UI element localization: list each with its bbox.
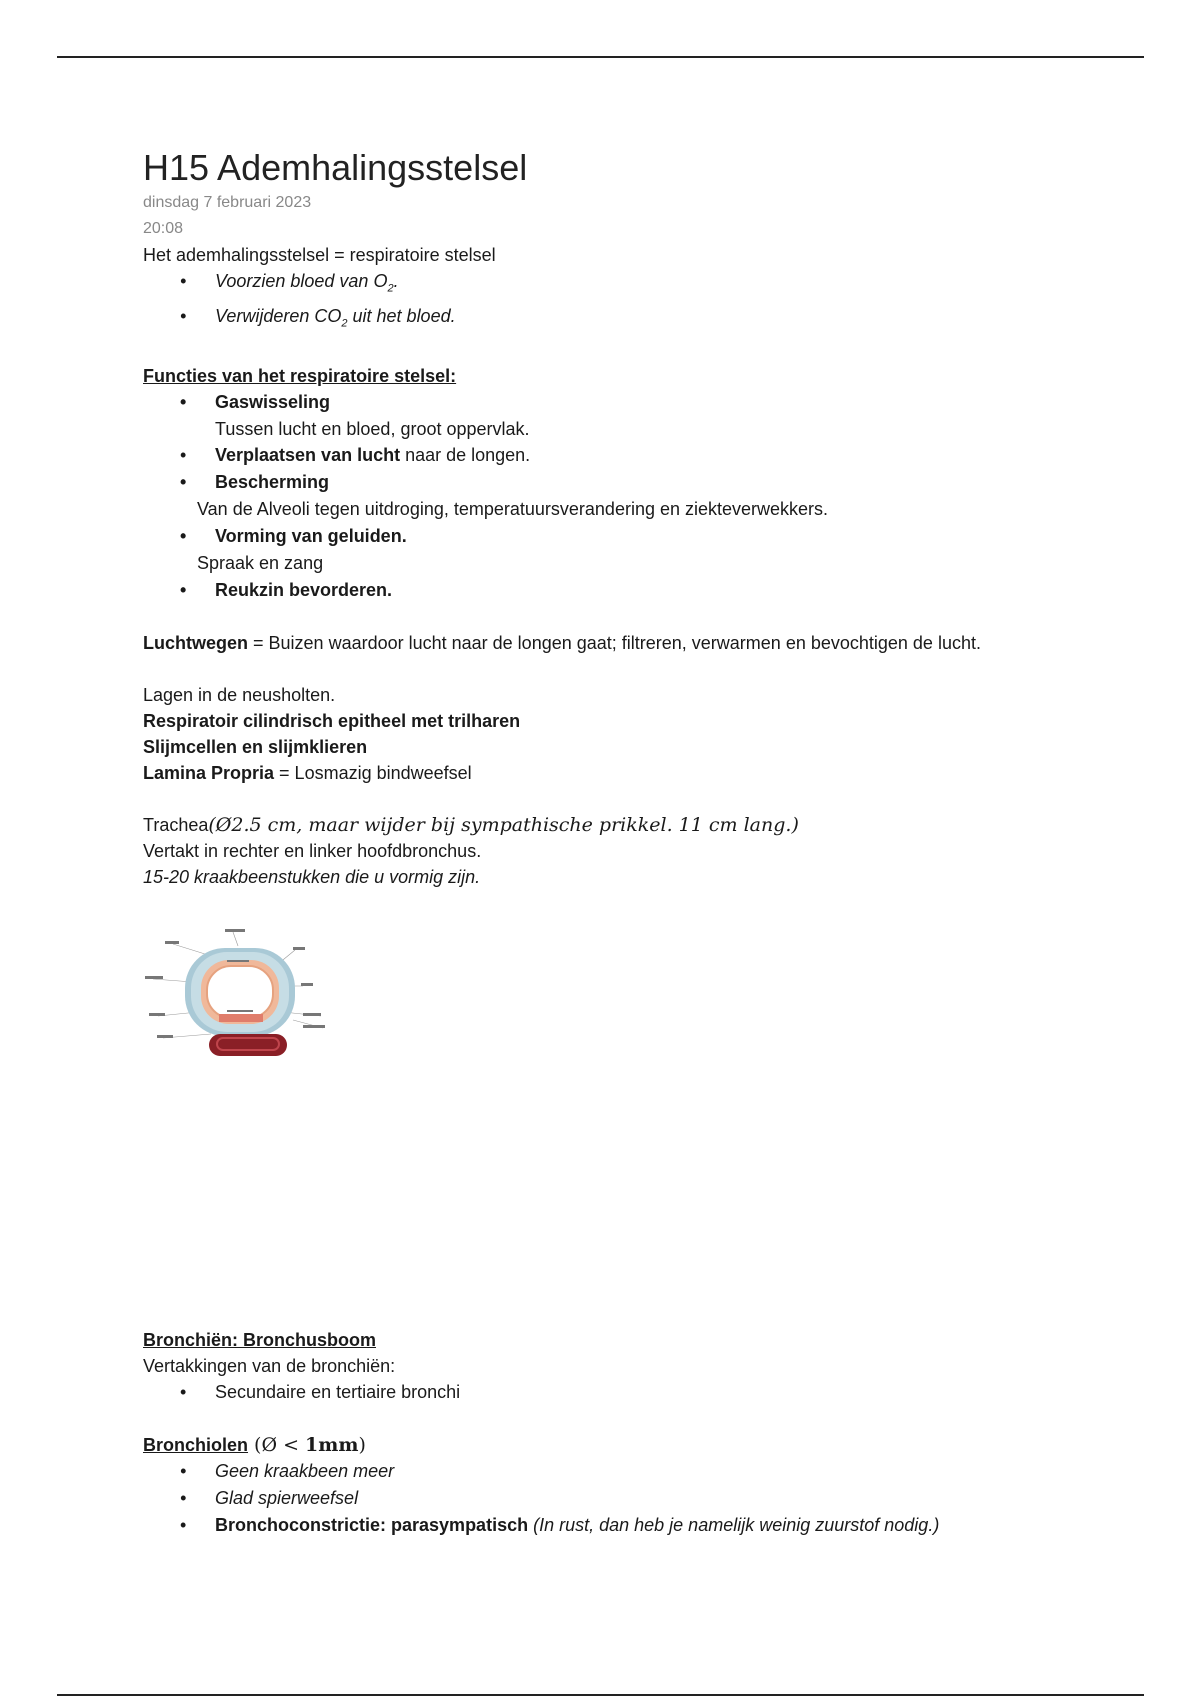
intro-text: Het ademhalingsstelsel = respiratoire stelsel	[143, 245, 496, 265]
airways-text: Luchtwegen = Buizen waardoor lucht naar de longen gaat; filtreren, verwarmen en bevochtigen de lucht.	[143, 633, 981, 654]
list-item: • Verwijderen $CO_2$ uit het bloed.	[143, 303, 1083, 338]
trachea-line: Trachea(Ø2.5 cm, maar wijder bij sympathische prikkel. 11 cm lang.)	[143, 814, 799, 837]
list-item: • Vorming van geluiden.	[143, 523, 1083, 550]
layer-3: Lamina Propria = Losmazig bindweefsel	[143, 763, 472, 784]
note-time: 20:08	[143, 220, 184, 237]
list-item: • Bronchoconstrictie: parasympatisch (In rust, dan heb je namelijk weinig zuurstof nodig.)	[143, 1512, 1083, 1539]
list-item: • Verplaatsen van lucht naar de longen.	[143, 442, 1083, 469]
bottom-rule	[57, 1694, 1144, 1696]
note-date: dinsdag 7 februari 2023	[143, 194, 312, 211]
layer-2: Slijmcellen en slijmklieren	[143, 737, 368, 758]
page-title: H15 Ademhalingsstelsel	[143, 147, 528, 188]
functions-heading: Functies van het respiratoire stelsel:	[143, 366, 457, 387]
list-item: • Glad spierweefsel	[143, 1485, 1083, 1512]
list-item: • Secundaire en tertiaire bronchi	[143, 1379, 1083, 1406]
trachea-branch: Vertakt in rechter en linker hoofdbronchus.	[143, 841, 482, 862]
layers-intro: Lagen in de neusholten.	[143, 685, 336, 706]
functions-list-4	[143, 577, 1083, 604]
functions-list-2	[143, 442, 1083, 496]
layer-1: Respiratoir cilindrisch epitheel met trilharen	[143, 711, 521, 732]
intro-list	[143, 268, 1083, 337]
trachea-cartilage: 15-20 kraakbeenstukken die u vormig zijn.	[143, 867, 481, 888]
bronchioles-heading-line: Bronchiolen (Ø < 1mm)	[143, 1434, 366, 1456]
bronchioles-list	[143, 1458, 1083, 1539]
top-rule	[57, 56, 1144, 58]
list-item: • Reukzin bevorderen.	[143, 577, 1083, 604]
bronchioles-heading: Bronchiolen	[143, 1435, 249, 1455]
list-item: • Geen kraakbeen meer	[143, 1458, 1083, 1485]
gas-text: Tussen lucht en bloed, groot oppervlak.	[215, 419, 530, 440]
list-item: • Voorzien bloed van $O_2$.	[143, 268, 1083, 303]
protect-text: Van de Alveoli tegen uitdroging, temperatuursverandering en ziekteverwekkers.	[197, 499, 829, 520]
sound-text: Spraak en zang	[197, 553, 324, 574]
functions-list-3	[143, 523, 1083, 550]
bronchi-list	[143, 1379, 1083, 1406]
trachea-cross-section-figure	[143, 924, 328, 1059]
note-page	[143, 146, 1083, 890]
bronchi-heading: Bronchiën: Bronchusboom	[143, 1330, 376, 1350]
functions-list	[143, 389, 1083, 416]
bronchi-section	[143, 1327, 1083, 1539]
list-item: • Gaswisseling	[143, 389, 1083, 416]
bronchi-text: Vertakkingen van de bronchiën:	[143, 1356, 396, 1376]
list-item: • Bescherming	[143, 469, 1083, 496]
